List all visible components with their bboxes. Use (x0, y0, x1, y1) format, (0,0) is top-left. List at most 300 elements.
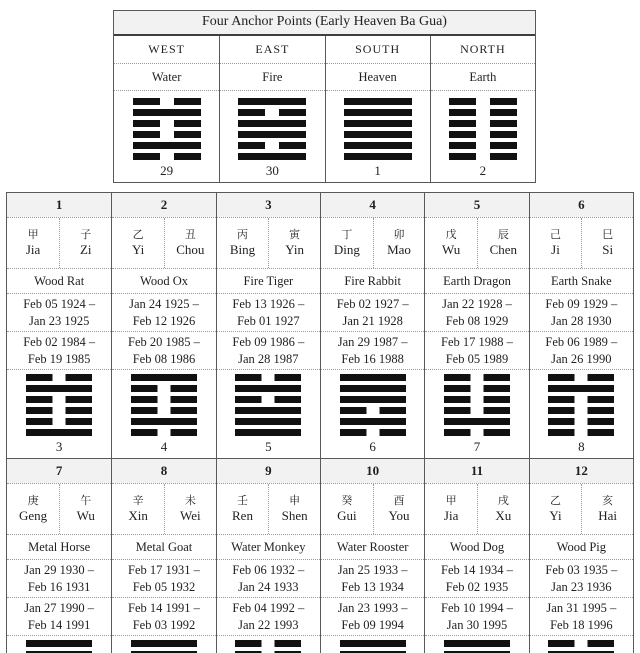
hexagram-line-broken (133, 153, 201, 160)
stem-cell (217, 484, 269, 534)
period-from: Feb 04 1992 – (232, 600, 305, 615)
hexagram-lines (133, 98, 201, 160)
branch-cell (59, 218, 111, 268)
hexagram-lines (548, 374, 614, 436)
stem-cell (321, 218, 373, 268)
hexagram-line-broken (133, 131, 201, 138)
hexagram-line-solid (238, 131, 306, 138)
hexagram-lines (26, 374, 92, 436)
stem-pinyin: Yi (549, 508, 562, 523)
branch-character: 未 (184, 495, 196, 507)
hexagram-cell (112, 369, 215, 458)
direction-label: SOUTH (355, 42, 401, 56)
animal-label: Wood Pig (530, 534, 633, 559)
period-from: Feb 17 1988 – (441, 334, 513, 349)
zodiac-table (6, 192, 634, 653)
stem-character: 己 (549, 229, 561, 241)
anchor-column-south (325, 36, 430, 182)
stem-pinyin: Bing (229, 242, 256, 257)
period-1-cell (425, 559, 528, 597)
hexagram-line-broken (548, 374, 614, 381)
period-1-cell (321, 293, 424, 331)
branch-character: 戌 (497, 495, 509, 507)
period-from: Feb 10 1994 – (441, 600, 513, 615)
hexagram-cell (431, 90, 535, 182)
stem-cell (112, 218, 164, 268)
hexagram-line-solid (133, 142, 201, 149)
branch-character: 巳 (602, 229, 614, 241)
stem-branch-cell (530, 217, 633, 268)
hexagram-line-solid (238, 98, 306, 105)
period-to: Jan 30 1995 (446, 617, 508, 632)
hexagram-line-broken (449, 120, 517, 127)
stem-branch-cell (217, 217, 320, 268)
period-1-cell (425, 293, 528, 331)
branch-character: 酉 (393, 495, 405, 507)
hexagram-cell (112, 635, 215, 653)
stem-character: 甲 (445, 495, 457, 507)
hexagram-cell (326, 90, 430, 182)
anchor-columns (114, 36, 535, 182)
animal-label: Earth Snake (530, 268, 633, 293)
period-2-cell (217, 597, 320, 635)
period-to: Feb 13 1934 (341, 579, 404, 594)
hexagram-line-solid (131, 418, 197, 425)
hexagram-number: 29 (160, 163, 174, 178)
period-1-cell (530, 293, 633, 331)
hexagram-cell (425, 635, 528, 653)
hexagram (235, 374, 301, 454)
hexagram-number: 8 (578, 439, 585, 454)
stem-branch-cell (7, 483, 111, 534)
period-to: Feb 05 1932 (132, 579, 196, 594)
period-to: Feb 08 1929 (445, 313, 509, 328)
period-from: Feb 17 1931 – (128, 562, 200, 577)
hexagram-line-broken (26, 407, 92, 414)
branch-character: 亥 (602, 495, 614, 507)
anchor-column-east (219, 36, 324, 182)
period-from: Feb 02 1984 – (23, 334, 96, 349)
period-from: Jan 22 1928 – (442, 296, 512, 311)
animal-label: Water Rooster (321, 534, 424, 559)
period-from: Feb 14 1991 – (128, 600, 200, 615)
hexagram-line-solid (344, 142, 412, 149)
hexagram-lines (235, 640, 301, 653)
period-2-cell (321, 331, 424, 369)
hexagram-cell (321, 369, 424, 458)
column-number: 7 (7, 459, 111, 483)
period-from: Jan 23 1993 – (337, 600, 408, 615)
hexagram (548, 640, 614, 653)
direction-label: EAST (255, 42, 290, 56)
hexagram-line-broken (548, 407, 614, 414)
stem-character: 乙 (132, 229, 144, 241)
zodiac-column-6 (529, 193, 633, 458)
period-from: Feb 14 1934 – (441, 562, 513, 577)
period-to: Feb 18 1996 (550, 617, 613, 632)
stem-pinyin: Geng (18, 508, 48, 523)
stem-branch-cell (425, 483, 528, 534)
hexagram-line-solid (444, 418, 510, 425)
hexagram-line-solid (235, 418, 301, 425)
hexagram-line-solid (344, 98, 412, 105)
hexagram-lines (131, 640, 197, 653)
hexagram-line-solid (235, 407, 301, 414)
hexagram-line-broken (131, 385, 197, 392)
hexagram-line-broken (449, 142, 517, 149)
hexagram-line-broken (548, 418, 614, 425)
zodiac-column-10 (320, 459, 424, 653)
branch-pinyin: Chen (489, 242, 518, 257)
hexagram-number: 30 (265, 163, 279, 178)
branch-pinyin: Si (602, 242, 614, 257)
branch-cell (164, 484, 216, 534)
period-2-cell (425, 331, 528, 369)
column-number: 5 (425, 193, 528, 217)
branch-cell (581, 218, 633, 268)
column-number: 6 (530, 193, 633, 217)
hexagram (340, 640, 406, 653)
branch-cell (373, 484, 425, 534)
hexagram-line-solid (131, 640, 197, 647)
period-from: Jan 31 1995 – (546, 600, 617, 615)
column-number: 1 (7, 193, 111, 217)
branch-pinyin: Hai (598, 508, 618, 523)
hexagram (133, 98, 201, 178)
period-1-cell (112, 293, 215, 331)
hexagram-lines (340, 640, 406, 653)
zodiac-column-7 (7, 459, 111, 653)
animal-label: Wood Dog (425, 534, 528, 559)
stem-pinyin: Ding (333, 242, 360, 257)
hexagram-cell (530, 369, 633, 458)
stem-character: 戊 (445, 229, 457, 241)
period-2-cell (217, 331, 320, 369)
period-to: Jan 22 1993 (238, 617, 299, 632)
stem-pinyin: Xin (128, 508, 148, 523)
direction-label: WEST (148, 42, 185, 56)
stem-branch-cell (112, 483, 215, 534)
stem-cell (530, 218, 582, 268)
period-to: Jan 24 1933 (238, 579, 299, 594)
stem-cell (425, 484, 477, 534)
hexagram-line-broken (235, 374, 301, 381)
hexagram-cell (7, 369, 111, 458)
stem-character: 辛 (132, 495, 144, 507)
stem-pinyin: Jia (443, 508, 459, 523)
period-2-cell (321, 597, 424, 635)
zodiac-column-8 (111, 459, 215, 653)
stem-character: 丁 (341, 229, 353, 241)
hexagram-line-broken (449, 109, 517, 116)
stem-cell (425, 218, 477, 268)
period-to: Jan 23 1936 (551, 579, 612, 594)
stem-character: 乙 (549, 495, 561, 507)
stem-cell (7, 218, 59, 268)
hexagram (131, 374, 197, 454)
stem-pinyin: Ren (232, 508, 253, 523)
column-number: 8 (112, 459, 215, 483)
hexagram-number: 4 (160, 439, 168, 454)
zodiac-column-5 (424, 193, 528, 458)
stem-pinyin: Jia (25, 242, 41, 257)
branch-character: 丑 (184, 229, 196, 241)
branch-cell (581, 484, 633, 534)
hexagram-line-solid (344, 131, 412, 138)
period-to: Feb 09 1994 (341, 617, 404, 632)
hexagram-line-broken (444, 385, 510, 392)
hexagram-line-solid (340, 385, 406, 392)
hexagram-lines (548, 640, 614, 653)
period-to: Feb 16 1931 (27, 579, 91, 594)
hexagram-line-solid (238, 120, 306, 127)
zodiac-column-12 (529, 459, 633, 653)
stem-branch-cell (530, 483, 633, 534)
stem-branch-cell (217, 483, 320, 534)
zodiac-column-9 (216, 459, 320, 653)
stem-character: 壬 (236, 495, 248, 507)
animal-label: Water Monkey (217, 534, 320, 559)
hexagram-line-solid (548, 385, 614, 392)
branch-cell (164, 218, 216, 268)
hexagram-line-solid (344, 153, 412, 160)
stem-character: 癸 (341, 495, 353, 507)
hexagram-line-solid (235, 385, 301, 392)
hexagram-line-solid (238, 153, 306, 160)
hexagram (449, 98, 517, 178)
stem-branch-cell (321, 483, 424, 534)
branch-pinyin: Chou (176, 242, 205, 257)
hexagram-number: 5 (265, 439, 272, 454)
hexagram (131, 640, 197, 653)
hexagram-number: 6 (369, 439, 376, 454)
hexagram-line-broken (444, 407, 510, 414)
period-to: Feb 02 1935 (445, 579, 509, 594)
hexagram-line-broken (340, 407, 406, 414)
animal-label: Metal Horse (7, 534, 111, 559)
hexagram-line-solid (235, 429, 301, 436)
branch-pinyin: Shen (281, 508, 308, 523)
hexagram-line-broken (238, 142, 306, 149)
hexagram-lines (235, 374, 301, 436)
period-from: Feb 06 1989 – (545, 334, 618, 349)
hexagram-line-solid (344, 120, 412, 127)
stem-branch-cell (321, 217, 424, 268)
period-1-cell (217, 293, 320, 331)
hexagram-line-broken (131, 407, 197, 414)
period-2-cell (7, 331, 111, 369)
hexagram (26, 640, 92, 653)
hexagram-cell (7, 635, 111, 653)
stem-cell (112, 484, 164, 534)
stem-branch-cell (112, 217, 215, 268)
stem-character: 甲 (27, 229, 39, 241)
hexagram (548, 374, 614, 454)
zodiac-column-2 (111, 193, 215, 458)
hexagram-line-broken (26, 374, 92, 381)
animal-label: Wood Rat (7, 268, 111, 293)
element-label: Earth (431, 63, 535, 90)
column-number: 10 (321, 459, 424, 483)
branch-pinyin: Xu (495, 508, 512, 523)
period-to: Jan 23 1925 (28, 313, 90, 328)
hexagram-lines (238, 98, 306, 160)
stem-character: 庚 (27, 495, 39, 507)
zodiac-column-3 (216, 193, 320, 458)
hexagram-lines (344, 98, 412, 160)
hexagram-line-solid (340, 374, 406, 381)
zodiac-block-2 (7, 458, 633, 653)
hexagram-line-solid (133, 109, 201, 116)
stem-pinyin: Yi (132, 242, 145, 257)
period-from: Feb 02 1927 – (336, 296, 409, 311)
hexagram-line-broken (131, 396, 197, 403)
branch-character: 子 (80, 229, 92, 241)
period-1-cell (530, 559, 633, 597)
hexagram-line-broken (444, 429, 510, 436)
stem-character: 丙 (236, 229, 248, 241)
period-2-cell (425, 597, 528, 635)
hexagram-number: 2 (479, 163, 487, 178)
animal-label: Metal Goat (112, 534, 215, 559)
period-to: Jan 28 1930 (551, 313, 612, 328)
branch-character: 午 (80, 495, 92, 507)
element-label: Heaven (326, 63, 430, 90)
hexagram (340, 374, 406, 454)
hexagram-line-solid (340, 396, 406, 403)
hexagram-cell (114, 90, 219, 182)
column-number: 12 (530, 459, 633, 483)
element-label: Fire (220, 63, 324, 90)
hexagram (444, 374, 510, 454)
animal-label: Fire Tiger (217, 268, 320, 293)
branch-cell (477, 218, 529, 268)
period-to: Feb 12 1926 (132, 313, 196, 328)
period-from: Feb 05 1924 – (23, 296, 96, 311)
branch-character: 寅 (289, 229, 301, 241)
period-to: Feb 19 1985 (27, 351, 91, 366)
period-1-cell (7, 293, 111, 331)
hexagram (238, 98, 306, 178)
animal-label: Earth Dragon (425, 268, 528, 293)
hexagram-lines (26, 640, 92, 653)
stem-pinyin: Wu (442, 242, 461, 257)
anchor-column-north (430, 36, 535, 182)
column-number: 2 (112, 193, 215, 217)
column-number: 3 (217, 193, 320, 217)
period-2-cell (112, 597, 215, 635)
period-1-cell (321, 559, 424, 597)
period-to: Feb 16 1988 (341, 351, 404, 366)
hexagram-number: 3 (55, 439, 63, 454)
stem-cell (530, 484, 582, 534)
period-from: Feb 20 1985 – (128, 334, 200, 349)
hexagram-line-broken (133, 120, 201, 127)
hexagram-lines (340, 374, 406, 436)
period-1-cell (112, 559, 215, 597)
hexagram-line-broken (444, 396, 510, 403)
hexagram-line-solid (344, 109, 412, 116)
branch-pinyin: Yin (285, 242, 305, 257)
zodiac-column-1 (7, 193, 111, 458)
element-label: Water (114, 63, 219, 90)
period-1-cell (217, 559, 320, 597)
period-from: Feb 03 1935 – (545, 562, 618, 577)
period-from: Feb 09 1986 – (232, 334, 305, 349)
hexagram-lines (131, 374, 197, 436)
period-from: Jan 25 1933 – (337, 562, 408, 577)
branch-pinyin: Zi (79, 242, 92, 257)
period-to: Feb 05 1989 (445, 351, 509, 366)
stem-branch-cell (425, 217, 528, 268)
hexagram (26, 374, 92, 454)
period-to: Jan 21 1928 (342, 313, 403, 328)
branch-cell (268, 484, 320, 534)
branch-character: 卯 (393, 229, 405, 241)
column-number: 11 (425, 459, 528, 483)
hexagram-lines (444, 640, 510, 653)
hexagram-line-solid (340, 418, 406, 425)
hexagram-line-broken (449, 131, 517, 138)
period-from: Feb 13 1926 – (232, 296, 305, 311)
hexagram-line-broken (548, 640, 614, 647)
hexagram-line-broken (235, 640, 301, 647)
hexagram-line-broken (548, 396, 614, 403)
hexagram (444, 640, 510, 653)
branch-cell (268, 218, 320, 268)
period-to: Feb 03 1992 (132, 617, 196, 632)
branch-pinyin: You (388, 508, 410, 523)
branch-cell (477, 484, 529, 534)
stem-cell (217, 218, 269, 268)
period-2-cell (530, 597, 633, 635)
period-to: Jan 28 1987 (238, 351, 299, 366)
anchor-column-west (114, 36, 219, 182)
hexagram-cell (425, 369, 528, 458)
hexagram-line-broken (26, 396, 92, 403)
hexagram-cell (321, 635, 424, 653)
hexagram-line-solid (26, 429, 92, 436)
branch-character: 申 (289, 495, 301, 507)
hexagram-lines (444, 374, 510, 436)
branch-character: 辰 (497, 229, 509, 241)
hexagram-line-solid (26, 640, 92, 647)
hexagram-cell (530, 635, 633, 653)
hexagram-line-broken (26, 418, 92, 425)
hexagram-cell (217, 635, 320, 653)
anchor-table-title: Four Anchor Points (Early Heaven Ba Gua) (114, 11, 535, 36)
hexagram-line-solid (131, 374, 197, 381)
hexagram-line-broken (444, 374, 510, 381)
period-from: Jan 29 1987 – (337, 334, 408, 349)
hexagram-cell (220, 90, 324, 182)
period-to: Feb 08 1986 (132, 351, 196, 366)
hexagram-number: 1 (374, 163, 381, 178)
period-2-cell (7, 597, 111, 635)
period-2-cell (530, 331, 633, 369)
stem-pinyin: Ji (551, 242, 560, 257)
hexagram-cell (217, 369, 320, 458)
hexagram-line-broken (235, 396, 301, 403)
hexagram-line-solid (444, 640, 510, 647)
animal-label: Wood Ox (112, 268, 215, 293)
hexagram-lines (449, 98, 517, 160)
column-number: 4 (321, 193, 424, 217)
period-from: Feb 06 1932 – (232, 562, 305, 577)
stem-branch-cell (7, 217, 111, 268)
period-to: Feb 01 1927 (237, 313, 300, 328)
zodiac-block-1 (7, 193, 633, 458)
